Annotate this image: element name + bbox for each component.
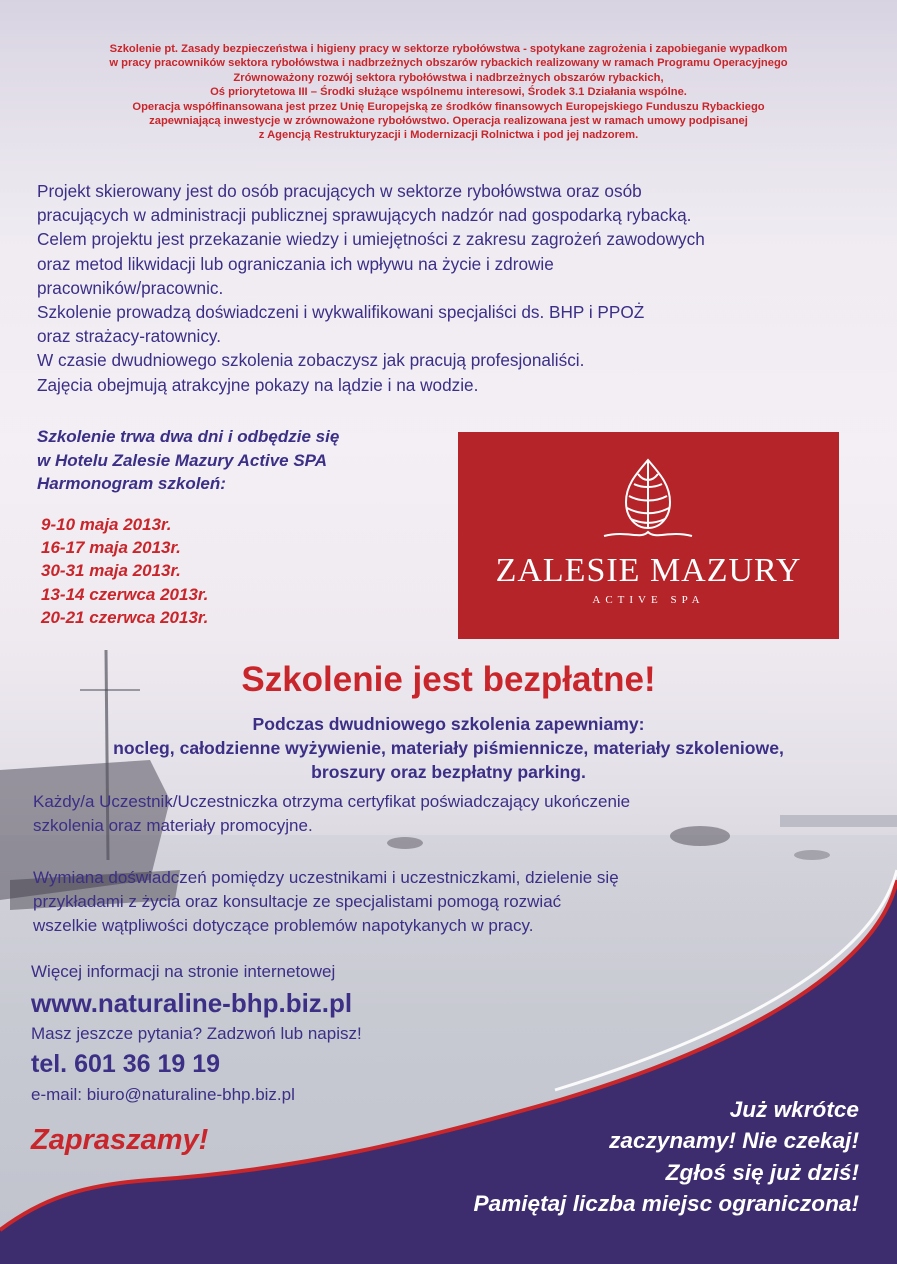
call-to-action bbox=[474, 1094, 859, 1220]
intro-line: pracowników/pracownic. bbox=[37, 277, 224, 298]
provide-line: nocleg, całodzienne wyżywienie, materiały piśmiennicze, materiały szkoleniowe, bbox=[113, 738, 784, 758]
certificate-line: szkolenia oraz materiały promocyjne. bbox=[33, 816, 313, 835]
provide-line: broszury oraz bezpłatny parking. bbox=[311, 762, 586, 782]
intro-line: W czasie dwudniowego szkolenia zobaczysz jak pracują profesjonaliści. bbox=[37, 350, 585, 371]
header-line: Zrównoważony rozwój sektora rybołówstwa i nadbrzeżnych obszarów rybackich, bbox=[233, 71, 664, 84]
date-item: 30-31 maja 2013r. bbox=[41, 561, 181, 581]
provide-line: Podczas dwudniowego szkolenia zapewniamy: bbox=[252, 714, 645, 734]
callout-line: Już wkrótce bbox=[729, 1097, 859, 1122]
hotel-logo bbox=[458, 432, 839, 639]
project-description bbox=[37, 179, 867, 397]
exchange-info bbox=[33, 866, 619, 938]
certificate-info bbox=[33, 790, 630, 838]
phone-number[interactable]: tel. 601 36 19 19 bbox=[31, 1050, 221, 1078]
certificate-line: Każdy/a Uczestnik/Uczestniczka otrzyma certyfikat poświadczający ukończenie bbox=[33, 792, 631, 811]
callout-line: Pamiętaj liczba miejsc ograniczona! bbox=[473, 1191, 859, 1217]
intro-line: pracujących w administracji publicznej sprawujących nadzór nad gospodarką rybacką. bbox=[37, 205, 692, 226]
header-line: Operacja współfinansowana jest przez Unię Europejską ze środków finansowych Europejskiego Funduszu Rybackiego bbox=[132, 100, 765, 113]
info-line: Szkolenie trwa dwa dni i odbędzie się bbox=[37, 427, 340, 446]
intro-line: oraz metod likwidacji lub ograniczania ich wpływu na życie i zdrowie bbox=[37, 253, 554, 274]
exchange-line: Wymiana doświadczeń pomiędzy uczestnikami i uczestniczkami, dzielenie się bbox=[33, 868, 619, 887]
pinecone-icon bbox=[598, 452, 698, 547]
invite-text: Zapraszamy! bbox=[31, 1124, 209, 1156]
email-address[interactable]: e-mail: biuro@naturaline-bhp.biz.pl bbox=[31, 1085, 295, 1104]
callout-line: Zgłoś się już dziś! bbox=[665, 1159, 859, 1185]
provided-services bbox=[0, 712, 897, 784]
free-heading: Szkolenie jest bezpłatne! bbox=[241, 660, 656, 699]
funding-header bbox=[20, 42, 877, 143]
training-info bbox=[37, 425, 339, 496]
website-link[interactable]: www.naturaline-bhp.biz.pl bbox=[31, 988, 353, 1018]
header-line: Oś priorytetowa III – Środki służące wspólnemu interesowi, Środek 3.1 Działania wspólne. bbox=[210, 86, 687, 99]
questions-text: Masz jeszcze pytania? Zadzwoń lub napisz! bbox=[31, 1024, 362, 1043]
date-item: 13-14 czerwca 2013r. bbox=[41, 584, 209, 604]
logo-subtitle: ACTIVE SPA bbox=[592, 594, 705, 606]
intro-line: Szkolenie prowadzą doświadczeni i wykwalifikowani specjaliści ds. BHP i PPOŻ bbox=[37, 302, 645, 323]
callout-line: zaczynamy! Nie czekaj! bbox=[609, 1128, 859, 1154]
header-line: z Agencją Restrukturyzacji i Modernizacji Rolnictwa i pod jej nadzorem. bbox=[258, 129, 639, 142]
intro-line: Projekt skierowany jest do osób pracujących w sektorze rybołówstwa oraz osób bbox=[37, 181, 642, 201]
header-line: Szkolenie pt. Zasady bezpieczeństwa i higieny pracy w sektorze rybołówstwa - spotykane zagrożenia i zapobieganie wypadkom bbox=[109, 43, 788, 55]
header-line: w pracy pracowników sektora rybołówstwa i nadbrzeżnych obszarów rybackich realizowany w ramach Programu Operacyjnego bbox=[109, 57, 788, 70]
intro-line: Celem projektu jest przekazanie wiedzy i umiejętności z zakresu zagrożeń zawodowych bbox=[37, 229, 705, 250]
header-line: zapewniającą inwestycje w zrównoważone rybołówstwo. Operacja realizowana jest w ramach umowy podpisanej bbox=[149, 115, 748, 128]
more-info-text: Więcej informacji na stronie internetowej bbox=[31, 962, 336, 981]
logo-name: ZALESIE MAZURY bbox=[495, 552, 802, 589]
info-line: w Hotelu Zalesie Mazury Active SPA bbox=[37, 450, 328, 470]
schedule-dates bbox=[41, 513, 208, 629]
info-line: Harmonogram szkoleń: bbox=[37, 474, 226, 493]
intro-line: oraz strażacy-ratownicy. bbox=[37, 326, 222, 347]
exchange-line: wszelkie wątpliwości dotyczące problemów napotykanych w pracy. bbox=[33, 916, 534, 935]
intro-line: Zajęcia obejmują atrakcyjne pokazy na lądzie i na wodzie. bbox=[37, 374, 479, 395]
date-item: 20-21 czerwca 2013r. bbox=[41, 607, 209, 627]
date-item: 9-10 maja 2013r. bbox=[41, 515, 172, 534]
exchange-line: przykładami z życia oraz konsultacje ze specjalistami pomogą rozwiać bbox=[33, 892, 562, 911]
date-item: 16-17 maja 2013r. bbox=[41, 538, 181, 558]
